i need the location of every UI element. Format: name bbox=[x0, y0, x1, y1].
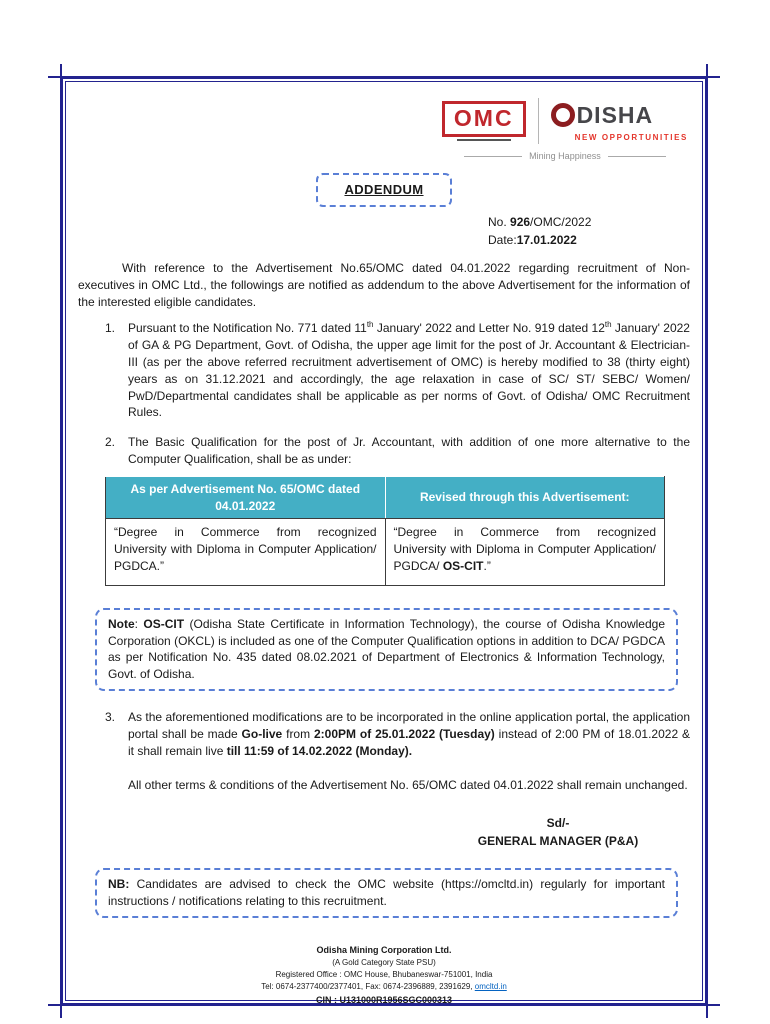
list-item bbox=[78, 709, 690, 759]
text-segment: OS-CIT bbox=[442, 558, 484, 573]
odisha-logo-text: DISHA bbox=[576, 101, 654, 128]
text-segment: No. bbox=[488, 214, 511, 229]
list-item bbox=[78, 320, 690, 421]
tagline-rule bbox=[608, 156, 666, 157]
text-segment: 17.01.2022 bbox=[516, 233, 577, 248]
omc-logo-text: OMC bbox=[442, 101, 526, 137]
odisha-logo-subtitle: NEW OPPORTUNITIES bbox=[574, 133, 688, 142]
text-segment: January' 2022 and Letter No. 919 dated 12 bbox=[373, 321, 605, 336]
page-title: ADDENDUM bbox=[344, 181, 424, 197]
footer-psu: (A Gold Category State PSU) bbox=[332, 958, 436, 968]
text-segment: 2:00PM of 25.01.2022 (Tuesday) bbox=[313, 726, 495, 741]
list-item bbox=[78, 434, 690, 468]
text-segment: from bbox=[282, 726, 314, 741]
text-segment: Pursuant to the Notification No. 771 dated 11 bbox=[128, 321, 367, 336]
text-segment: .” bbox=[483, 558, 491, 573]
text-segment: OS-CIT bbox=[143, 616, 185, 631]
footer-office: Registered Office : OMC House, Bhubaneswar-751001, India bbox=[275, 970, 493, 980]
text-segment: Candidates are advised to check the OMC website (https://omcltd.in) regularly for important instructions / notifications relating to this recruitment. bbox=[108, 877, 665, 908]
omc-logo-underline bbox=[457, 139, 511, 141]
text-segment: (Odisha State Certificate in Information Technology), the course of Odisha Knowledge Corporation (OKCL) is included as one of the Computer Qualification options in addition to DCA/ PGDCA as per Notification No. 435 dated 08.02.2021 of Department of Electronics & Information Technology, Govt. of Odisha. bbox=[108, 616, 665, 682]
text-segment: : bbox=[134, 616, 144, 631]
logo-row bbox=[78, 98, 688, 163]
reference-number bbox=[488, 213, 690, 232]
text-segment: /OMC/2022 bbox=[530, 214, 592, 229]
table-header-row bbox=[106, 476, 665, 519]
table-header-cell: As per Advertisement No. 65/OMC dated 04.01.2022 bbox=[106, 476, 386, 519]
table-cell bbox=[106, 519, 386, 585]
list-item-text bbox=[128, 710, 690, 758]
list-item-text bbox=[128, 321, 690, 419]
closing-paragraph: All other terms & conditions of the Advertisement No. 65/OMC dated 04.01.2022 shall remain unchanged. bbox=[128, 778, 688, 793]
text-segment: January' 2022 of GA & PG Department, Govt. of Odisha, the upper age limit for the post of Jr. Accountant & Electrician-III (as per the above referred recruitment advertisement of OMC) is hereby modified to 38 (thirty eight) years as on 31.12.2021 and accordingly, the age relaxation in case of SC/ ST/ SEBC/ Women/ PwD/Departmental candidates shall be applicable as per norms of Govt. of Odisha/ OMC Recruitment Rules. bbox=[128, 321, 690, 420]
text-segment: 926 bbox=[510, 214, 531, 229]
logos bbox=[442, 98, 688, 144]
text-segment: “Degree in Commerce from recognized University with Diploma in Computer Application/ PGDCA.” bbox=[114, 525, 377, 573]
text-segment: Date: bbox=[488, 233, 517, 248]
text-segment: till 11:59 of 14.02.2022 (Monday). bbox=[226, 743, 413, 758]
text-segment: NB: bbox=[108, 877, 130, 892]
logo-divider bbox=[538, 98, 539, 144]
reference-date bbox=[488, 231, 690, 250]
reference-block bbox=[488, 213, 690, 250]
addendum-title-row bbox=[78, 173, 690, 207]
text-segment: “Degree in Commerce from recognized University with Diploma in Computer Application/ PGDCA/ bbox=[393, 525, 656, 573]
logo-group bbox=[442, 98, 688, 163]
list-item-number: 2. bbox=[105, 435, 116, 450]
list-item-number: 3. bbox=[105, 709, 116, 724]
footer-cin: CIN : U131000R1956SGC000313 bbox=[315, 995, 453, 1006]
signature-block bbox=[443, 814, 673, 850]
addendum-title-box bbox=[316, 173, 451, 207]
text-segment: instead of 2:00 PM of 18.01.2022 & it shall remain live bbox=[128, 726, 690, 758]
nb-box bbox=[95, 868, 678, 918]
logo-tagline bbox=[464, 150, 666, 163]
qualification-table bbox=[105, 476, 665, 586]
document-content bbox=[60, 76, 708, 1006]
odisha-o-ring-icon bbox=[551, 103, 575, 127]
omc-logo bbox=[442, 101, 526, 141]
list-item-number: 1. bbox=[105, 321, 116, 336]
list-item-text bbox=[128, 435, 690, 466]
tagline-text: Mining Happiness bbox=[529, 151, 601, 161]
odisha-logo bbox=[551, 99, 688, 143]
table-header-cell: Revised through this Advertisement: bbox=[385, 476, 665, 519]
footer-tel bbox=[78, 981, 690, 993]
text-segment: th bbox=[604, 320, 612, 330]
footer bbox=[78, 944, 690, 1008]
website-link[interactable]: omcltd.in bbox=[474, 982, 507, 992]
footer-company: Odisha Mining Corporation Ltd. bbox=[316, 944, 452, 955]
text-segment: As the aforementioned modifications are to be incorporated in the online application portal, the application portal shall be made bbox=[128, 709, 690, 741]
signature-title: GENERAL MANAGER (P&A) bbox=[477, 834, 639, 849]
text-segment: The Basic Qualification for the post of Jr. Accountant, with addition of one more alternative to the Computer Qualification, shall be as under: bbox=[128, 435, 690, 466]
text-segment: Go-live bbox=[241, 726, 283, 741]
text-segment: th bbox=[366, 320, 374, 330]
table-row bbox=[106, 519, 665, 585]
text-segment: Note bbox=[108, 616, 135, 631]
tagline-rule bbox=[464, 156, 522, 157]
signature-sd: Sd/- bbox=[546, 816, 570, 831]
footer-tel-text: Tel: 0674-2377400/2377401, Fax: 0674-2396889, 2391629, bbox=[261, 982, 475, 992]
odisha-logo-top bbox=[551, 99, 654, 131]
table-cell bbox=[385, 519, 665, 585]
intro-paragraph: With reference to the Advertisement No.65/OMC dated 04.01.2022 regarding recruitment of Non-executives in OMC Ltd., the followings are notified as addendum to the above Advertisement for the information of the interested eligible candidates. bbox=[78, 260, 690, 309]
note-box bbox=[95, 608, 678, 691]
